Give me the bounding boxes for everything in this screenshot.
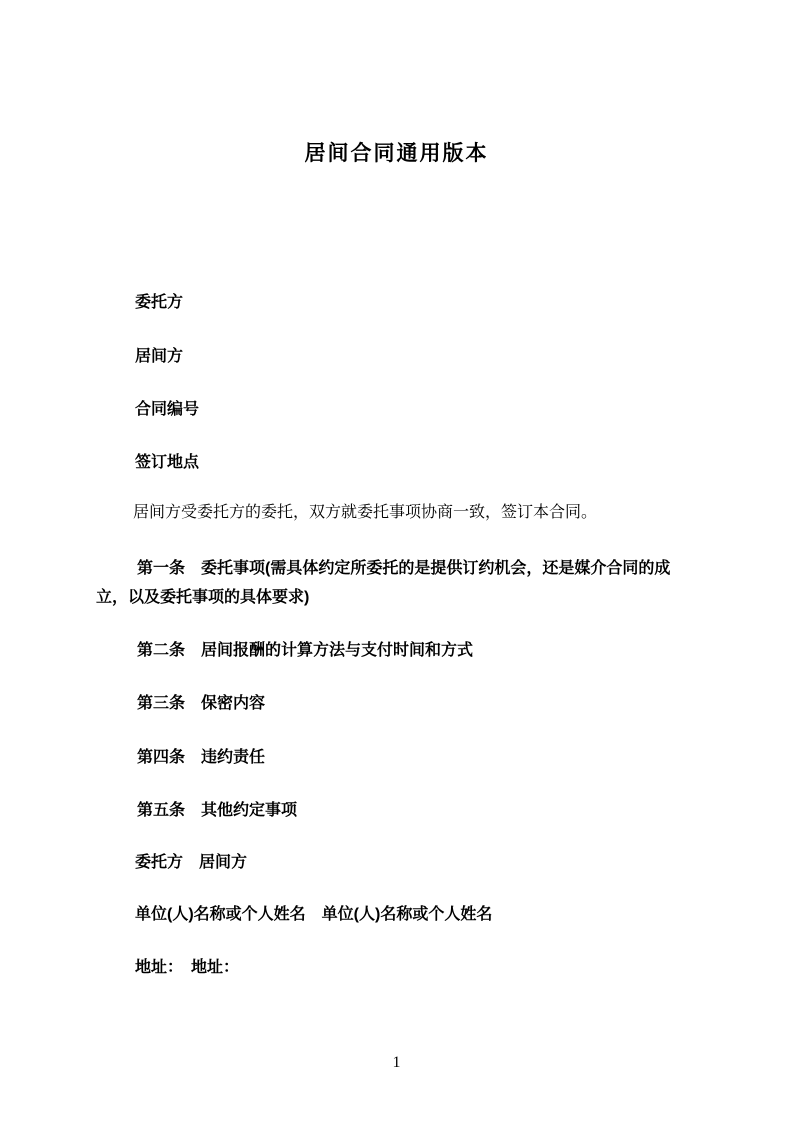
page-number: 1: [392, 1054, 401, 1071]
clause-5-other-matters: 第五条 其他约定事项: [137, 802, 298, 819]
signature-names-line: 单位(人)名称或个人姓名 单位(人)名称或个人姓名: [135, 906, 493, 923]
principal-label: 委托方: [135, 294, 184, 311]
clause-3-confidentiality: 第三条 保密内容: [137, 695, 266, 712]
intermediary-label: 居间方: [135, 348, 184, 365]
document-title: 居间合同通用版本: [304, 142, 489, 165]
signature-address-line: 地址： 地址：: [135, 959, 240, 976]
intro-paragraph: 居间方受委托方的委托，双方就委托事项协商一致，签订本合同。: [133, 504, 598, 521]
signature-parties-line: 委托方 居间方: [135, 854, 248, 871]
clause-4-breach-liability: 第四条 违约责任: [137, 749, 266, 766]
contract-number-label: 合同编号: [135, 401, 200, 418]
clause-2-remuneration: 第二条 居间报酬的计算方法与支付时间和方式: [137, 642, 474, 659]
signing-place-label: 签订地点: [135, 454, 200, 471]
clause-1-entrusted-matters: 第一条 委托事项(需具体约定所委托的是提供订约机会，还是媒介合同的成立，以及委托事项的具体要求): [96, 560, 671, 606]
